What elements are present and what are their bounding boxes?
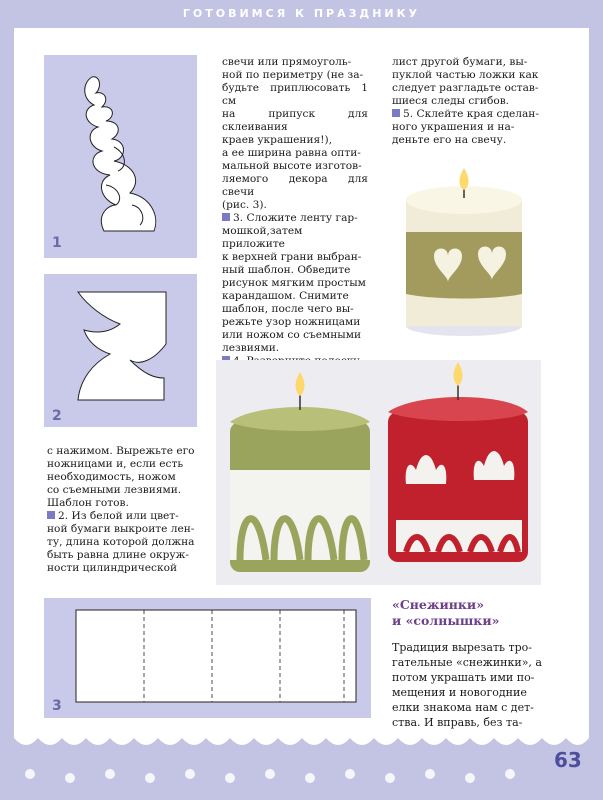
- text-line: ной бумаги выкроите лен-: [47, 523, 195, 535]
- text-line: на припуск для склеивания: [222, 108, 368, 133]
- section-heading-line: и «солнышки»: [392, 613, 500, 628]
- figure-3-number: 3: [52, 698, 62, 714]
- column-top-text: [222, 56, 368, 381]
- wave-template-drawing: [44, 274, 197, 427]
- decorative-border: [0, 738, 603, 800]
- bullet-icon: [222, 213, 230, 221]
- paper-strip-drawing: [44, 598, 371, 718]
- text-line: ный шаблон. Обведите: [222, 264, 351, 276]
- text-line: елки знакома нам с дет-: [392, 701, 534, 714]
- text-line: лезвиями.: [222, 342, 280, 354]
- text-line: быть равна длине окруж-: [47, 549, 189, 561]
- figure-2-panel: [44, 274, 197, 427]
- text-line: мальной высоте изготов-: [222, 160, 362, 172]
- figure-1-number: 1: [52, 235, 62, 251]
- text-line: мошкой,затем приложите: [222, 225, 303, 250]
- column-right-text: [392, 56, 540, 147]
- text-line: 3. Сложите ленту гар-: [222, 212, 368, 225]
- text-line: ту, длина которой должна: [47, 536, 195, 548]
- text-line: ства. И вправь, без та-: [392, 716, 523, 729]
- text-line: со съемными лезвиями.: [47, 484, 182, 496]
- photo-two-candles: [216, 360, 541, 585]
- text-line: а ее ширина равна опти-: [222, 147, 361, 159]
- text-line: ножницами и, если есть: [47, 458, 184, 470]
- text-line: следует разгладьте остав-: [392, 82, 539, 94]
- text-line: с нажимом. Вырежьте его: [47, 445, 195, 457]
- section-heading-line: «Снежинки»: [392, 597, 485, 612]
- figure-3-panel: [44, 598, 371, 718]
- text-line: краев украшения!),: [222, 134, 332, 146]
- text-line: рисунок мягким простым: [222, 277, 366, 289]
- text-line: лист другой бумаги, вы-: [392, 56, 528, 68]
- text-line: ности цилиндрической: [47, 562, 178, 574]
- text-line: ной по периметру (не за-: [222, 69, 364, 81]
- text-line: необходимость, ножом: [47, 471, 176, 483]
- text-line: 2. Из белой или цвет-: [47, 510, 197, 523]
- text-line: режьте узор ножницами: [222, 316, 361, 328]
- page-header: ГОТОВИМСЯ К ПРАЗДНИКУ: [182, 7, 421, 20]
- section-body-text: [392, 640, 564, 730]
- text-line: шиеся следы сгибов.: [392, 95, 510, 107]
- text-line: свечи или прямоуголь-: [222, 56, 352, 68]
- column-left-bottom-text: [47, 445, 197, 575]
- text-line: шаблон, после чего вы-: [222, 303, 354, 315]
- text-line: Шаблон готов.: [47, 497, 129, 509]
- text-line: (рис. 3).: [222, 199, 267, 211]
- text-line: гательные «снежинки», а: [392, 656, 542, 669]
- text-line: деньте его на свечу.: [392, 134, 507, 146]
- text-line: Традиция вырезать тро-: [392, 641, 532, 654]
- figure-2-number: 2: [52, 408, 62, 424]
- bullet-icon: [47, 511, 55, 519]
- bullet-icon: [392, 109, 400, 117]
- figure-1-panel: [44, 55, 197, 258]
- text-line: к верхней грани выбран-: [222, 251, 362, 263]
- ornament-template-drawing: [44, 55, 197, 258]
- text-line: пуклой частью ложки как: [392, 69, 539, 81]
- text-line: будьте приплюсовать 1 см: [222, 82, 368, 107]
- page-number: 63: [554, 748, 582, 772]
- section-heading: [392, 597, 567, 629]
- text-line: или ножом со съемными: [222, 329, 362, 341]
- text-line: мещения и новогодние: [392, 686, 527, 699]
- text-line: ляемого декора для свечи: [222, 173, 368, 198]
- photo-round-candle: [394, 160, 534, 345]
- text-line: 5. Склейте края сделан-: [392, 108, 540, 121]
- text-line: потом украшать ими по-: [392, 671, 535, 684]
- text-line: карандашом. Снимите: [222, 290, 349, 302]
- text-line: ного украшения и на-: [392, 121, 515, 133]
